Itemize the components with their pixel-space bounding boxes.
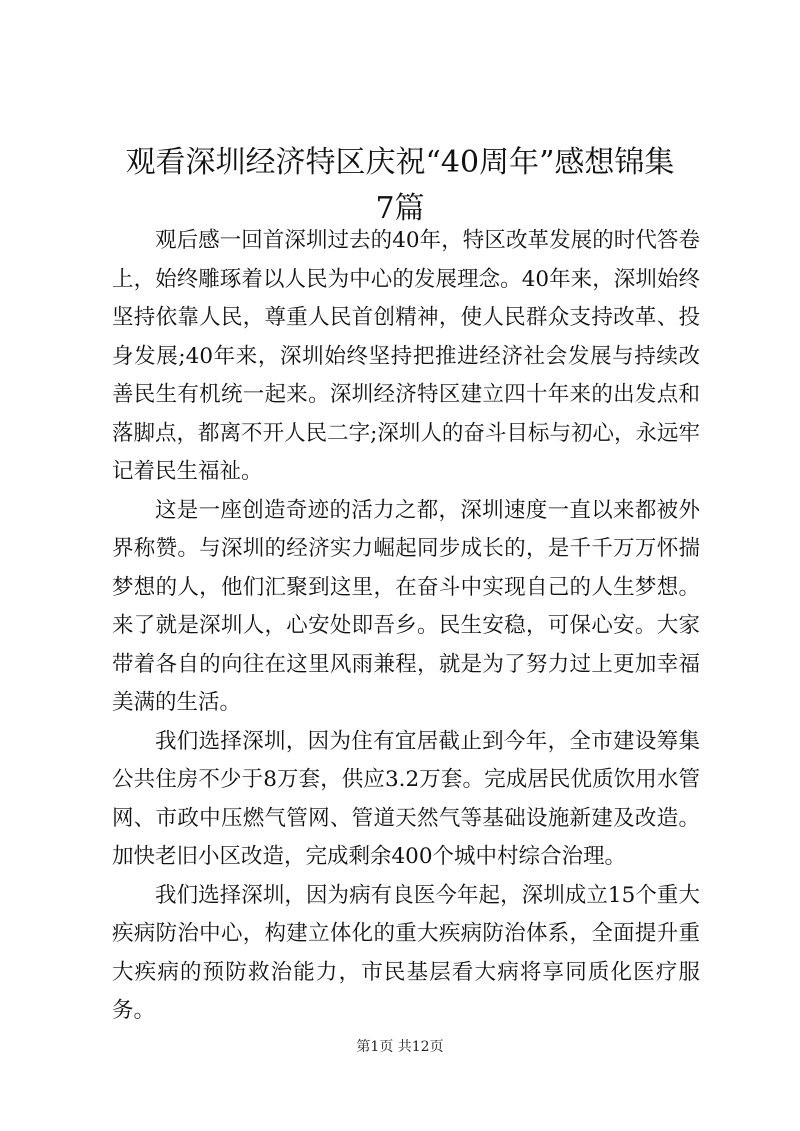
document-title [100,140,700,232]
paragraph-2: 这是一座创造奇迹的活力之都，深圳速度一直以来都被外界称赞。与深圳的经济实力崛起同步成长的，是千千万万怀揣梦想的人，他们汇聚到这里，在奋斗中实现自己的人生梦想。来了就是深圳人，心安处即吾乡。民生安稳，可保心安。大家带着各自的向往在这里风雨兼程，就是为了努力过上更加幸福美满的生活。 [112,497,700,715]
page-footer: 第1页 共12页 [356,1039,444,1055]
document-body [112,222,700,1031]
paragraph-1: 观后感一回首深圳过去的40年，特区改革发展的时代答卷上，始终雕琢着以人民为中心的发展理念。40年来，深圳始终坚持依靠人民，尊重人民首创精神，使人民群众支持改革、投身发展;40年来，深圳始终坚持把推进经济社会发展与持续改善民生有机统一起来。深圳经济特区建立四十年来的出发点和落脚点，都离不开人民二字;深圳人的奋斗目标与初心，永远牢记着民生福祉。 [112,228,700,484]
title-line-2: 7篇 [375,191,425,226]
title-line-1: 观看深圳经济特区庆祝“40周年”感想锦集 [125,145,675,180]
paragraph-4: 我们选择深圳，因为病有良医今年起，深圳成立15个重大疾病防治中心，构建立体化的重大疾病防治体系，全面提升重大疾病的预防救治能力，市民基层看大病将享同质化医疗服务。 [112,882,700,1023]
paragraph-3: 我们选择深圳，因为住有宜居截止到今年，全市建设筹集公共住房不少于8万套，供应3.2万套。完成居民优质饮用水管网、市政中压燃气管网、管道天然气等基础设施新建及改造。加快老旧小区改造，完成剩余400个城中村综合治理。 [112,728,700,869]
